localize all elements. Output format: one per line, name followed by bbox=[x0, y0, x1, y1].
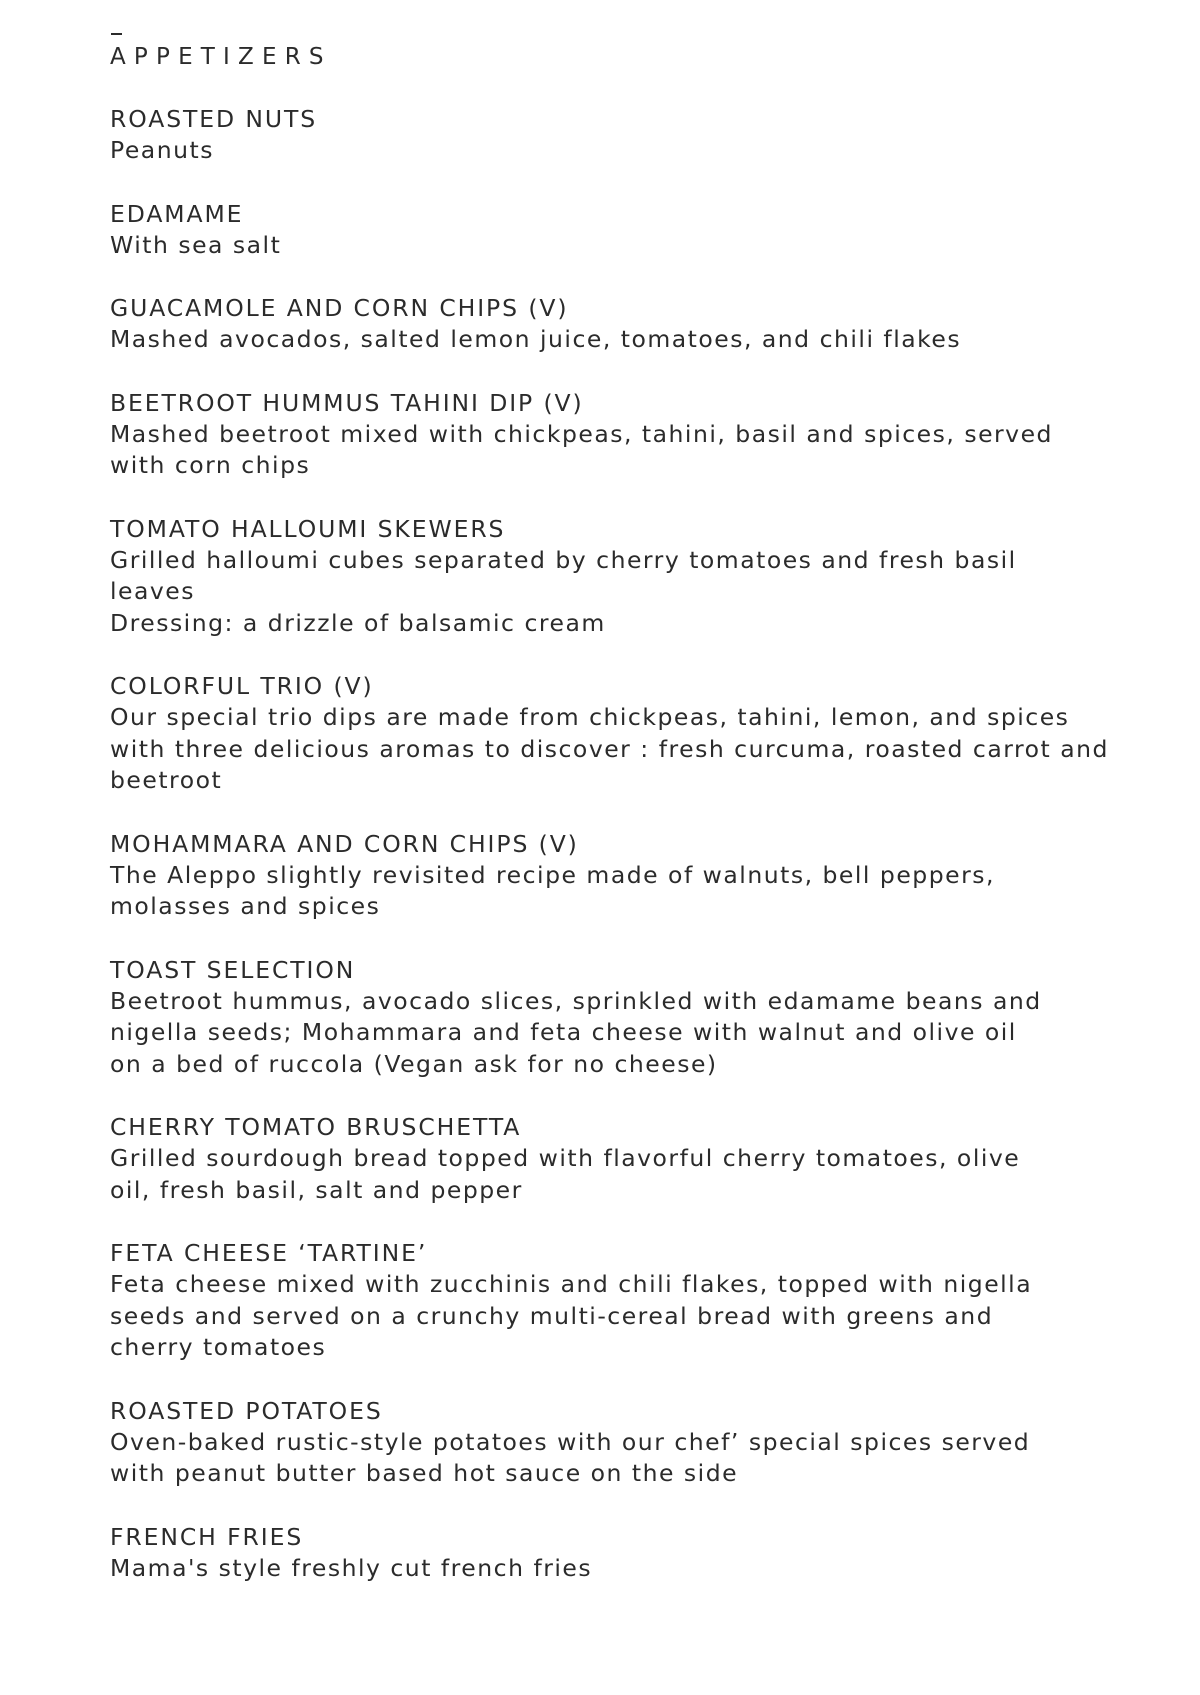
item-name: COLORFUL TRIO (V) bbox=[110, 672, 374, 700]
item-name: GUACAMOLE AND CORN CHIPS (V) bbox=[110, 294, 569, 322]
item-name: TOMATO HALLOUMI SKEWERS bbox=[110, 514, 506, 543]
menu-item bbox=[110, 954, 1170, 1081]
menu-item bbox=[110, 387, 1170, 482]
title-dash bbox=[111, 33, 122, 35]
menu-item bbox=[110, 670, 1170, 797]
menu-page bbox=[110, 33, 1170, 1615]
menu-item bbox=[110, 1521, 1170, 1585]
menu-item bbox=[110, 1395, 1170, 1490]
item-name: CHERRY TOMATO BRUSCHETTA bbox=[110, 1113, 522, 1141]
menu-item bbox=[110, 828, 1170, 923]
item-description: Feta cheese mixed with zucchinis and chili flakes, topped with nigella seeds and served on a crunchy multi-cereal bread with greens and cherry tomatoes bbox=[110, 1270, 1033, 1361]
item-name: TOAST SELECTION bbox=[110, 955, 356, 984]
item-name: FRENCH FRIES bbox=[110, 1522, 304, 1551]
item-description: Beetroot hummus, avocado slices, sprinkled with edamame beans and nigella seeds; Mohammara and feta cheese with walnut and olive oil on a bed of ruccola (Vegan ask for no cheese) bbox=[110, 986, 1042, 1078]
item-description: Mashed avocados, salted lemon juice, tomatoes, and chili flakes bbox=[110, 325, 962, 353]
item-name: ROASTED NUTS bbox=[110, 105, 318, 133]
menu-item bbox=[110, 198, 1170, 262]
item-name: MOHAMMARA AND CORN CHIPS (V) bbox=[110, 829, 579, 858]
item-description: Grilled sourdough bread topped with flavorful cherry tomatoes, olive oil, fresh basil, salt and pepper bbox=[110, 1144, 1021, 1204]
item-description: Mashed beetroot mixed with chickpeas, tahini, basil and spices, served with corn chips bbox=[110, 419, 1053, 479]
item-name: FETA CHEESE ‘TARTINE’ bbox=[110, 1239, 428, 1267]
menu-item bbox=[110, 513, 1170, 640]
section-title: APPETIZERS bbox=[110, 44, 332, 70]
item-description: Our special trio dips are made from chickpeas, tahini, lemon, and spices with three delicious aromas to discover : fresh curcuma, roasted carrot and beetroot bbox=[110, 703, 1109, 794]
item-name: ROASTED POTATOES bbox=[110, 1396, 383, 1425]
menu-item bbox=[110, 103, 1170, 167]
item-name: EDAMAME bbox=[110, 199, 244, 228]
item-description: Peanuts bbox=[110, 136, 214, 164]
item-description: The Aleppo slightly revisited recipe made of walnuts, bell peppers, molasses and spices bbox=[110, 860, 995, 920]
item-description: Mama's style freshly cut french fries bbox=[110, 1553, 593, 1582]
menu-item bbox=[110, 1111, 1170, 1206]
item-description: With sea salt bbox=[110, 230, 282, 259]
item-description: Oven-baked rustic-style potatoes with our chef’ special spices served with peanut butter based hot sauce on the side bbox=[110, 1427, 1031, 1487]
item-name: BEETROOT HUMMUS TAHINI DIP (V) bbox=[110, 388, 584, 417]
item-description: Grilled halloumi cubes separated by cherry tomatoes and fresh basil leaves Dressing: a drizzle of balsamic cream bbox=[110, 545, 1017, 637]
menu-item bbox=[110, 1237, 1170, 1364]
menu-item bbox=[110, 292, 1170, 356]
